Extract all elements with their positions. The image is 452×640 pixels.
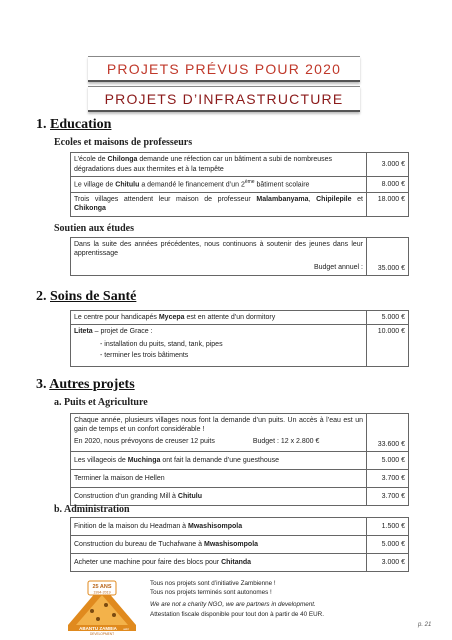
study-budget-label: Budget annuel :: [313, 263, 363, 271]
footer-line: Tous nos projets sont d’initiative Zambienne !: [150, 580, 276, 587]
table-row: [71, 325, 409, 367]
row-description: Construction d’un granding Mill à Chitulu: [71, 488, 367, 506]
row-description: [71, 414, 367, 452]
logo-dev-text: DEVELOPMENT: [89, 632, 115, 635]
logo-small-text: asbl: [123, 627, 129, 631]
logo-bottom-text: ABANTU ZAMBIA: [79, 626, 117, 631]
row-description: Finition de la maison du Headman à Mwashisompola: [71, 518, 367, 536]
table-row: [71, 518, 409, 536]
table-row: [71, 452, 409, 470]
row-amount: 3.700 €: [367, 470, 409, 488]
row-amount: 35.000 €: [367, 238, 409, 276]
row-amount: 1.500 €: [367, 518, 409, 536]
row-description: Le village de Chitulu a demandé le financement d’un 2ème bâtiment scolaire: [71, 177, 367, 193]
row-amount: 3.700 €: [367, 488, 409, 506]
row-amount: 5.000 €: [367, 311, 409, 325]
footer-line: Tous nos projets terminés sont autonomes !: [150, 589, 272, 597]
wells-budget: Budget : 12 x 2.800 €: [252, 437, 320, 445]
row-description: Le centre pour handicapés Mycepa est en attente d’un dormitory: [71, 311, 367, 325]
sub-title-banner: PROJETS D’INFRASTRUCTURE: [88, 86, 360, 112]
row-amount: 5.000 €: [367, 536, 409, 554]
logo-graphic: [62, 575, 142, 635]
study-text: Dans la suite des années précédentes, nous continuons à soutenir des jeunes dans leur apprentissage: [74, 241, 363, 258]
wells-intro: Chaque année, plusieurs villages nous font la demande d’un puits. Un accès à l’eau est un gain de temps et un confort considérable !: [74, 417, 363, 434]
table-row: [71, 488, 409, 506]
section-title: Soins de Santé: [50, 289, 137, 304]
row-description: Liteta – projet de Grace : - installation du puits, stand, tank, pipes - terminer les trois bâtiments: [71, 325, 367, 367]
table-row: [71, 470, 409, 488]
row-amount: 33.600 €: [367, 414, 409, 452]
list-item: - installation du puits, stand, tank, pipes: [100, 340, 223, 348]
table-row: [71, 153, 409, 177]
row-description: Acheter une machine pour faire des blocs pour Chitanda: [71, 554, 367, 572]
row-amount: 5.000 €: [367, 452, 409, 470]
admin-table: [70, 517, 409, 572]
subsection-admin-heading: b. Administration: [54, 504, 130, 515]
section-number: 1.: [36, 117, 47, 132]
logo-top-text: 25 ANS: [92, 584, 112, 590]
main-title-banner: PROJETS PRÉVUS POUR 2020: [88, 56, 360, 82]
footer-line: Attestation fiscale disponible pour tout don à partir de 40 EUR.: [150, 610, 324, 618]
subsection-studies-heading: Soutien aux études: [54, 223, 135, 234]
row-amount: 3.000 €: [367, 554, 409, 572]
logo-sub-text: 1994-2019: [93, 590, 111, 595]
studies-table: [70, 237, 409, 276]
footer-text: [150, 579, 324, 619]
table-row: [71, 177, 409, 193]
row-description: Les villageois de Muchinga ont fait la demande d’une guesthouse: [71, 452, 367, 470]
row-description: Terminer la maison de Hellen: [71, 470, 367, 488]
section-title: Autres projets: [49, 377, 135, 392]
row-description: L’école de Chilonga demande une réfection car un bâtiment a subi de nombreuses dégradations dues aux thermites et à la tempête: [71, 153, 367, 177]
row-description: Trois villages attendent leur maison de professeur Malambanyama, Chipilepile et Chikonga: [71, 192, 367, 216]
wells-plan: En 2020, nous prévoyons de creuser 12 puits: [74, 437, 215, 445]
table-row: [71, 192, 409, 216]
footer-line: We are not a charity NGO, we are partners in development.: [150, 601, 316, 609]
list-item: - terminer les trois bâtiments: [100, 352, 189, 360]
section-number: 2.: [36, 289, 47, 304]
health-table: [70, 310, 409, 367]
subsection-wells-heading: a. Puits et Agriculture: [54, 397, 148, 408]
schools-table: [70, 152, 409, 217]
row-amount: 10.000 €: [367, 325, 409, 367]
row-amount: 3.000 €: [367, 153, 409, 177]
section-number: 3.: [36, 377, 47, 392]
table-row: [71, 238, 409, 276]
row-amount: 8.000 €: [367, 177, 409, 193]
table-row: [71, 414, 409, 452]
section-other-heading: [36, 377, 135, 393]
table-row: [71, 536, 409, 554]
table-row: [71, 554, 409, 572]
table-row: [71, 311, 409, 325]
row-description: Construction du bureau de Tuchafwane à Mwashisompola: [71, 536, 367, 554]
section-title: Education: [50, 117, 112, 132]
subsection-schools-heading: Ecoles et maisons de professeurs: [54, 137, 193, 148]
abantu-zambia-logo: [62, 575, 142, 635]
row-description: [71, 238, 367, 276]
page-number: p. 21: [418, 622, 432, 628]
row-amount: 18.000 €: [367, 192, 409, 216]
section-education-heading: [36, 117, 111, 133]
wells-table: [70, 413, 409, 506]
section-health-heading: [36, 289, 136, 305]
